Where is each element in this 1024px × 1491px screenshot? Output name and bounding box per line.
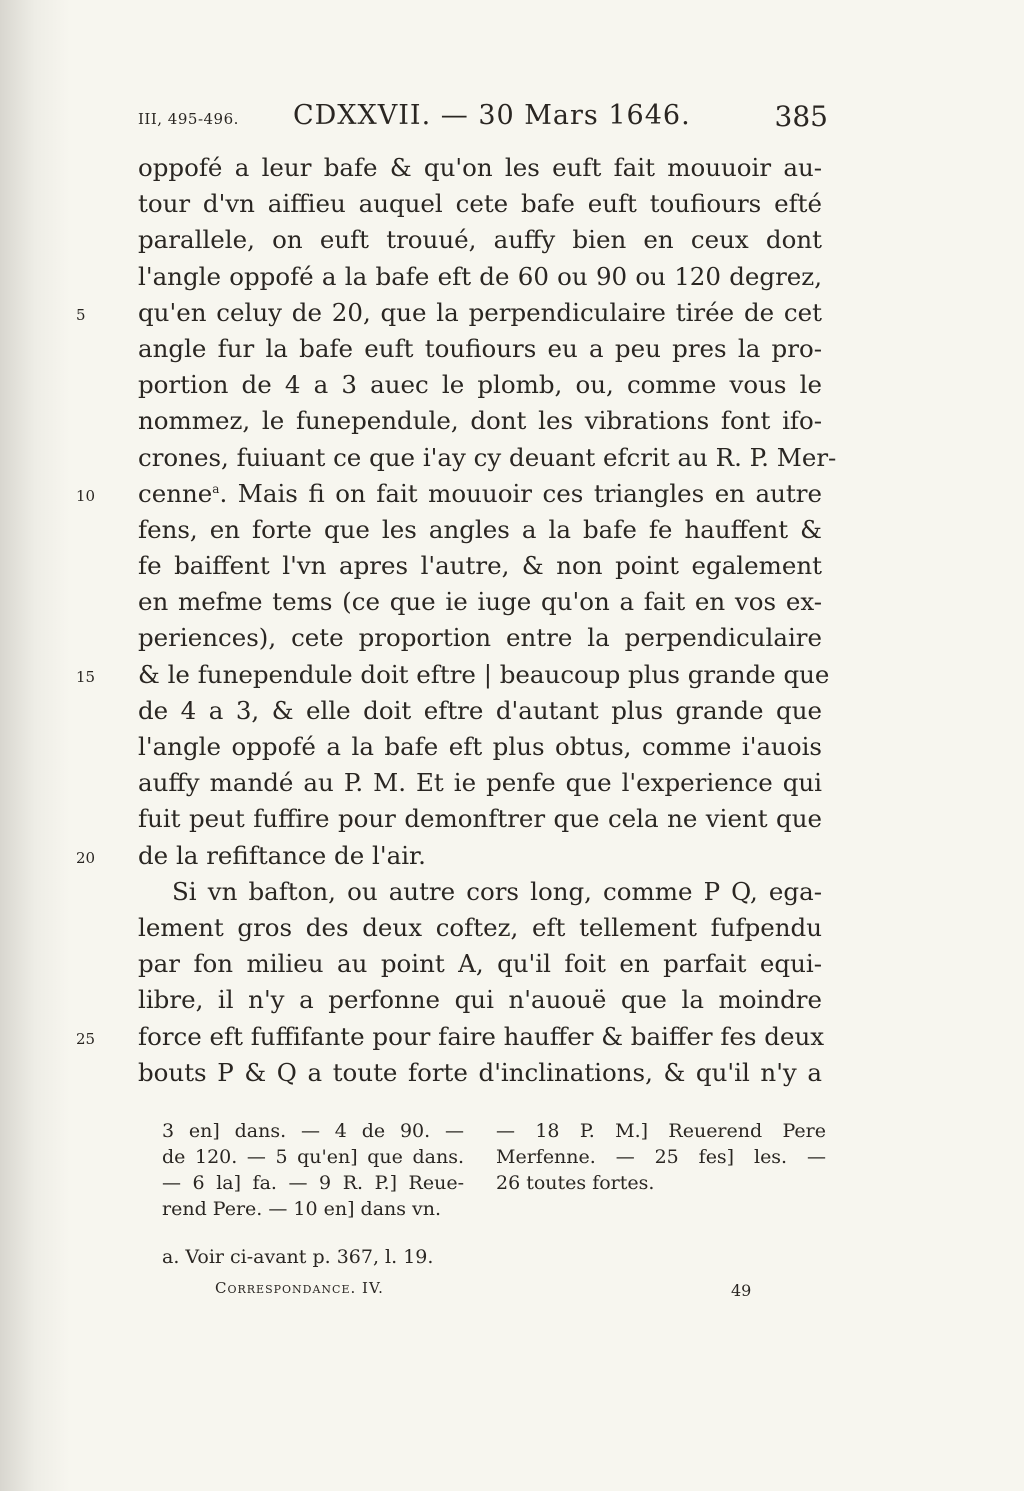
page-edge-shadow [0,0,70,1491]
body-text [76,150,837,1091]
line-text: par fon milieu au point A, qu'il foit en parfait equi- [138,949,822,979]
header-title: CDXXVII. — 30 Mars 1646. [293,100,691,131]
footnote: a. Voir ci-avant p. 367, l. 19. [162,1246,434,1268]
text-line [138,403,822,439]
line-text: bouts P & Q a toute forte d'inclinations, & qu'il n'y a [138,1057,822,1087]
line-text: en mefme tems (ce que ie iuge qu'on a fait en vos ex- [138,587,822,617]
line-text: nommez, le funependule, dont les vibrations font ifo- [138,406,822,436]
text-line [138,729,822,765]
line-text: fe baiffent l'vn apres l'autre, & non point egalement [138,551,822,581]
text-line [138,910,822,946]
line-text: tour d'vn aiffieu auquel cete bafe euft toufiours efté [138,189,822,219]
line-text: crones, fuiuant ce que i'ay cy deuant efcrit au R. P. Mer- [138,442,837,472]
text-line [138,874,822,910]
variant-line: Merfenne. — 25 fes] les. — [496,1146,826,1168]
line-text: fens, en forte que les angles a la bafe fe hauffent & [138,514,822,544]
text-line [138,512,822,548]
page-number: 385 [774,100,828,133]
text-line [138,186,822,222]
line-number: 20 [76,848,96,867]
text-line [138,440,837,476]
line-text: & le funependule doit eftre | beaucoup plus grande que [138,659,830,689]
line-text: qu'en celuy de 20, que la perpendiculaire tirée de cet [138,297,822,327]
text-line [138,620,822,656]
line-number: 10 [76,486,96,505]
text-line [138,222,822,258]
text-line [138,584,822,620]
text-line [76,295,822,331]
printer-signature: Correspondance. IV. [215,1279,384,1297]
text-line [138,801,822,837]
text-line [138,548,822,584]
text-line [138,693,822,729]
header-reference: III, 495-496. [138,110,239,128]
text-line [138,946,822,982]
line-text: oppofé a leur bafe & qu'on les euft fait mouuoir au- [138,153,822,182]
line-text: auffy mandé au P. M. Et ie penfe que l'experience qui [138,768,822,798]
line-text: l'angle oppofé a la bafe eft plus obtus, comme i'auois [138,732,822,761]
line-text: parallele, on euft trouué, auffy bien en ceux dont [138,225,822,255]
line-text: portion de 4 a 3 auec le plomb, ou, comme vous le [138,370,822,400]
text-line [76,1019,825,1055]
text-line [138,982,822,1018]
text-line [76,476,822,512]
variants-left-column [162,1118,464,1222]
text-line [138,367,822,403]
variant-line: de 120. — 5 qu'en] que dans. [162,1146,464,1168]
line-text: Si vn bafton, ou autre cors long, comme P Q, ega- [172,876,822,906]
text-line [76,657,830,693]
variant-line: rend Pere. — 10 en] dans vn. [162,1198,442,1220]
line-text: de 4 a 3, & elle doit eftre d'autant plus grande que [138,695,822,725]
line-text: periences), cete proportion entre la perpendiculaire [138,623,822,653]
text-line [138,1055,822,1091]
line-number: 25 [76,1029,96,1048]
line-number: 5 [76,305,86,324]
text-line [76,838,822,874]
variant-line: — 18 P. M.] Reuerend Pere [496,1120,826,1142]
variant-line: — 6 la] fa. — 9 R. P.] Reue- [162,1172,464,1194]
footnote-marker: a [212,481,220,496]
text-line [138,765,822,801]
line-text: force eft fuffifante pour faire hauffer & baiffer fes deux [138,1021,825,1051]
line-text: cenne [138,478,213,508]
variant-line: 26 toutes fortes. [496,1172,655,1194]
line-text-continued: . Mais fi on fait mouuoir ces triangles en autre [219,478,822,508]
text-line [138,331,822,367]
line-text: l'angle oppofé a la bafe eft de 60 ou 90 ou 120 degrez, [138,261,822,291]
variant-line: 3 en] dans. — 4 de 90. — [162,1120,464,1142]
line-text: libre, il n'y a perfonne qui n'auouë que la moindre [138,985,822,1015]
text-line [138,150,822,186]
line-text: lement gros des deux coftez, eft tellement fufpendu [138,912,822,942]
line-text: angle fur la bafe euft toufiours eu a peu pres la pro- [138,333,822,363]
line-number: 15 [76,667,96,686]
running-header [138,100,828,140]
line-text: de la refiftance de l'air. [138,840,426,870]
text-line [138,259,822,295]
sheet-number: 49 [731,1281,752,1300]
variants-right-column [496,1118,826,1196]
line-text: fuit peut fuffire pour demonftrer que cela ne vient que [138,804,822,834]
